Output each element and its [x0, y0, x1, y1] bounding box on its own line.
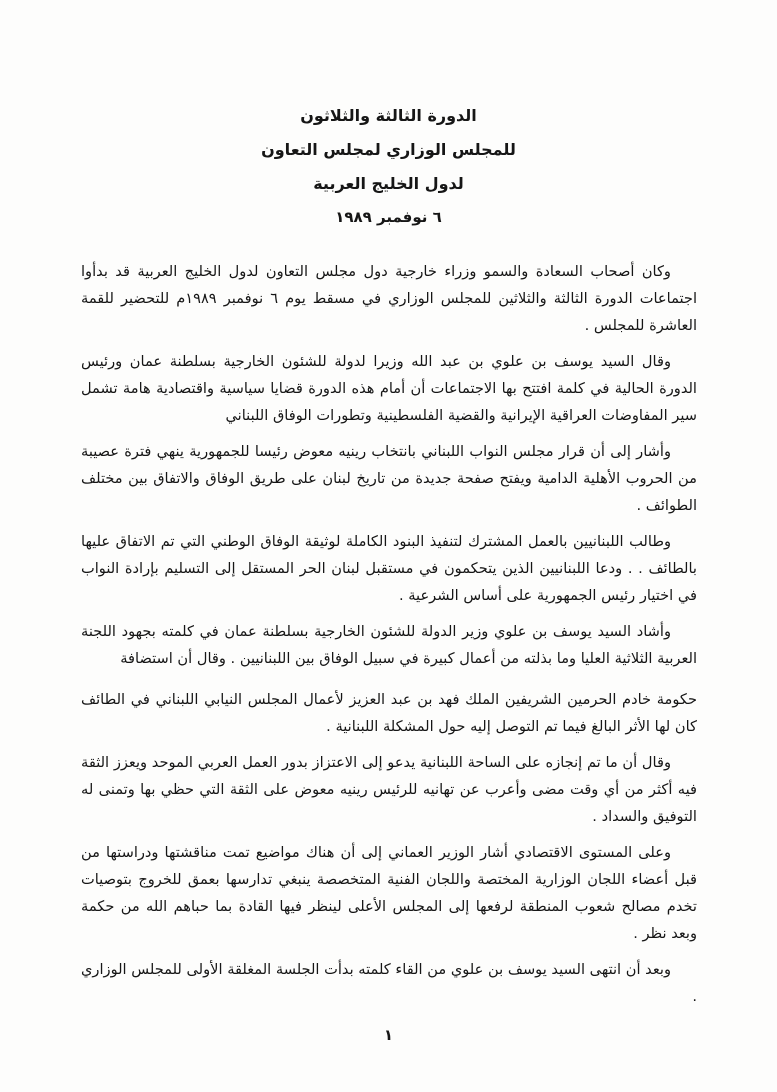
title-line-states: لدول الخليج العربية: [313, 174, 464, 193]
document-body: [81, 258, 697, 1019]
paragraph-2: وقال السيد يوسف بن علوي بن عبد الله وزيرا لدولة للشئون الخارجية بسلطنة عمان ورئيس الدورة الحالية في كلمة افتتح بها الاجتماعات أن أمام هذه الدورة قضايا سياسية واقتصادية هامة تشمل سير المفاوضات العراقية الإيرانية والقضية الفلسطينية وتطورات الوفاق اللبناني: [81, 353, 697, 424]
paragraph-8: وعلى المستوى الاقتصادي أشار الوزير العماني إلى أن هناك مواضيع تمت مناقشتها ودراستها من قبل أعضاء اللجان الوزارية المختصة واللجان الفنية المتخصصة ينبغي تدارسها بعمق للخروج بتوصيات تخدم مصالح شعوب المنطقة لرفعها إلى المجلس الأعلى لينظر فيها القادة بما حباهم الله من حكمة وبعد نظر .: [81, 844, 697, 942]
paragraph-5: وأشاد السيد يوسف بن علوي وزير الدولة للشئون الخارجية بسلطنة عمان في كلمته بجهود اللجنة العربية الثلاثية العليا وما بذلته من أعمال كبيرة في سبيل الوفاق بين اللبنانيين . وقال أن استضافة: [81, 623, 697, 667]
title-line-date: ٦ نوفمبر ١٩٨٩: [335, 208, 442, 226]
paragraph-3: وأشار إلى أن قرار مجلس النواب اللبناني بانتخاب رينيه معوض رئيسا للجمهورية ينهي فترة عصيبة من الحروب الأهلية الدامية ويفتح صفحة جديدة من تاريخ لبنان على طريق الوفاق والاتفاق بين مختلف الطوائف .: [81, 443, 697, 514]
paragraph-9: وبعد أن انتهى السيد يوسف بن علوي من القاء كلمته بدأت الجلسة المغلقة الأولى للمجلس الوزاري .: [81, 961, 697, 1005]
paragraph-7: وقال أن ما تم إنجازه على الساحة اللبنانية يدعو إلى الاعتزاز بدور العمل العربي الموحد ويعزز الثقة فيه أكثر من أي وقت مضى وأعرب عن تهانيه للرئيس رينيه معوض على الثقة التي حظي بها وتمنى له التوفيق والسداد .: [81, 754, 697, 825]
paragraph-4: وطالب اللبنانيين بالعمل المشترك لتنفيذ البنود الكاملة لوثيقة الوفاق الوطني التي تم الاتفاق عليها بالطائف . . ودعا اللبنانيين الذين يتحكمون في مستقبل لبنان الحر المستقل إلى التسليم بإرادة النواب في اختيار رئيس الجمهورية على أساس الشرعية .: [81, 533, 697, 604]
title-line-session: الدورة الثالثة والثلاثون: [300, 106, 477, 125]
paragraph-1: وكان أصحاب السعادة والسمو وزراء خارجية دول مجلس التعاون لدول الخليج العربية قد بدأوا اجتماعات الدورة الثالثة والثلاثين للمجلس الوزاري في مسقط يوم ٦ نوفمبر ١٩٨٩م للتحضير للقمة العاشرة للمجلس .: [81, 263, 697, 334]
title-line-council: للمجلس الوزاري لمجلس التعاون: [261, 140, 516, 159]
document-title-block: [0, 104, 777, 240]
page-number: ١: [383, 1026, 394, 1044]
paragraph-6: حكومة خادم الحرمين الشريفين الملك فهد بن عبد العزيز لأعمال المجلس النيابي اللبناني في الطائف كان لها الأثر البالغ فيما تم التوصل إليه حول المشكلة اللبنانية .: [81, 691, 697, 735]
